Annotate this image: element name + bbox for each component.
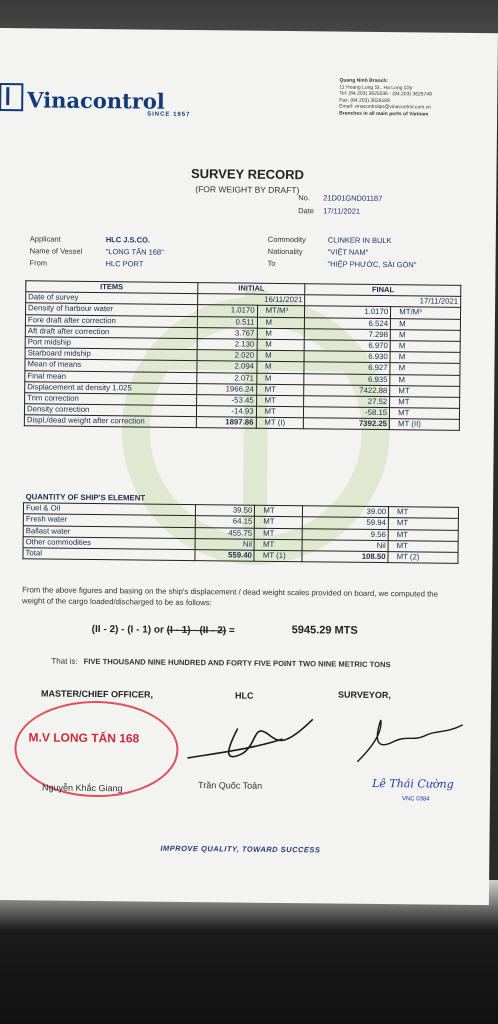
row-initial-unit: MT <box>256 406 304 418</box>
no-label: No. <box>298 193 310 203</box>
row-item: Aft draft after correction <box>25 326 197 339</box>
row-final: 17/11/2021 <box>305 295 461 308</box>
element-table-title: QUANTITY OF SHIP'S ELEMENT <box>25 492 146 503</box>
row-final: 6.927 <box>304 362 390 374</box>
formula-equals: = <box>228 625 235 637</box>
row-final-unit: MT <box>390 385 460 397</box>
row-initial: Nil <box>195 538 255 550</box>
row-final-unit: M <box>390 352 460 364</box>
row-final-unit: MT <box>388 518 458 530</box>
commodity-value: CLINKER IN BULK <box>327 235 392 246</box>
row-initial-unit: M <box>257 328 305 340</box>
row-initial: 2.071 <box>197 372 257 384</box>
header-items: ITEMS <box>26 281 198 294</box>
row-final: 108.50 <box>302 551 388 563</box>
row-item: Port midship <box>25 337 197 350</box>
row-initial-unit: MT <box>256 384 304 396</box>
from-value: HLC PORT <box>105 259 144 269</box>
row-final: 6.970 <box>305 340 391 352</box>
row-initial-unit: M <box>256 362 304 374</box>
nationality-value: "VIỆT NAM" <box>327 247 369 257</box>
row-final-unit: M <box>391 318 461 330</box>
surveyor-name: Lê Thái Cường <box>372 776 454 791</box>
row-initial: 455.75 <box>195 527 255 539</box>
row-initial-unit: MT <box>254 539 302 551</box>
formula-loaded: (II - 2) - (I - 1) or <box>91 623 164 636</box>
row-initial: 1897.86 <box>196 417 256 429</box>
row-initial: 559.40 <box>194 550 254 562</box>
vessel-value: "LONG TẤN 168" <box>105 247 164 257</box>
row-initial-unit: MT (1) <box>254 550 302 562</box>
that-is-words: FIVE THOUSAND NINE HUNDRED AND FORTY FIVE POINT TWO NINE METRIC TONS <box>83 656 391 670</box>
date-label: Date <box>298 206 314 216</box>
branch-line: Fax: (84.203) 3626169 <box>339 97 390 104</box>
row-initial: 2.094 <box>197 361 257 373</box>
row-final: -58.15 <box>304 407 390 419</box>
row-initial-unit: M <box>257 350 305 362</box>
applicant-value: HLC J.S.CO. <box>105 235 151 245</box>
to-label: To <box>267 258 276 268</box>
vinacontrol-logo <box>0 83 165 114</box>
row-initial-unit: MT/M³ <box>257 306 305 318</box>
row-initial-unit: MT <box>255 517 303 529</box>
row-final-unit: MT (II) <box>389 419 459 431</box>
row-final-unit: MT <box>390 396 460 408</box>
row-final: 6.524 <box>305 317 391 329</box>
draft-survey-table <box>24 280 462 431</box>
surveyor-code: VNC 0384 <box>401 796 430 803</box>
element-table-body <box>23 503 459 563</box>
document-title: SURVEY RECORD <box>190 166 305 183</box>
row-initial: 64.15 <box>195 516 255 528</box>
from-label: From <box>29 258 48 268</box>
row-final: 7422.88 <box>304 384 390 396</box>
no-value: 21D01GND01187 <box>323 193 383 204</box>
row-initial: 2.130 <box>197 339 257 351</box>
row-initial: 16/11/2021 <box>197 294 305 306</box>
master-title: MASTER/CHIEF OFFICER, <box>40 688 154 700</box>
row-final: Nil <box>302 539 388 551</box>
row-initial-unit: MT (I) <box>256 417 304 429</box>
total-in-words <box>51 657 390 670</box>
draft-table-body <box>24 292 460 431</box>
row-initial: 2.020 <box>197 350 257 362</box>
footer-slogan: IMPROVE QUALITY, TOWARD SUCCESS <box>160 843 321 855</box>
row-final: 27.52 <box>304 396 390 408</box>
cargo-total: 5945.29 MTS <box>291 624 358 637</box>
row-item: Other commodities <box>23 537 195 550</box>
result-paragraph: From the above figures and basing on the ship's displacement / dead weight scales provided on board, we computed the weight of the cargo loaded/discharged to be as follows: <box>21 585 438 608</box>
row-initial: 39.50 <box>195 505 255 517</box>
row-final-unit: M <box>390 363 460 375</box>
branch-line: Email: vinacontrolqn@vinacontrol.com.vn <box>339 103 432 111</box>
row-final-unit: MT <box>390 408 460 420</box>
row-initial: -53.45 <box>196 394 256 406</box>
branch-line: 11 Hoang Long St., Ha Long City <box>339 84 413 91</box>
row-initial-unit: M <box>257 317 305 329</box>
row-item: Displacement at density 1.025 <box>25 381 197 394</box>
row-item: Trim correction <box>25 393 197 406</box>
row-final: 6.935 <box>304 373 390 385</box>
row-item: Total <box>23 548 195 561</box>
row-item: Fore draft after correction <box>25 314 197 327</box>
row-final: 9.56 <box>303 528 389 540</box>
vinacontrol-logo-icon <box>0 83 23 111</box>
branch-line: Branches in all main ports of Vietnam <box>339 110 429 117</box>
that-is-label: That is: <box>51 656 78 666</box>
header-final: FINAL <box>305 284 461 297</box>
branch-info <box>339 78 489 119</box>
row-initial-unit: M <box>256 373 304 385</box>
row-item: Fuel & Oil <box>23 503 195 516</box>
row-final: 7392.25 <box>304 418 390 430</box>
row-item: Fresh water <box>23 514 195 527</box>
hlc-name: Trần Quốc Toản <box>198 780 263 791</box>
row-final: 39.00 <box>303 506 389 518</box>
row-final-unit: MT <box>388 529 458 541</box>
applicant-label: Applicant <box>29 234 61 244</box>
row-initial-unit: MT <box>255 505 303 517</box>
row-initial-unit: MT <box>256 395 304 407</box>
row-initial: 0.511 <box>197 316 257 328</box>
row-final-unit: M <box>390 374 460 386</box>
row-item: Final mean <box>25 370 197 383</box>
branch-title: Quang Ninh Branch: <box>339 77 389 85</box>
row-final: 1.0170 <box>305 306 391 318</box>
row-initial: 1.0170 <box>197 305 257 317</box>
surveyor-title: SURVEYOR, <box>337 689 391 701</box>
row-initial: 1966.24 <box>196 383 256 395</box>
row-final-unit: M <box>390 329 460 341</box>
weight-formula <box>92 624 235 636</box>
row-final-unit: MT/M³ <box>391 307 461 319</box>
hlc-title: HLC <box>234 690 254 701</box>
branch-line: Tel: (84.203) 3625036 - (84.203) 3625749 <box>339 90 432 98</box>
row-item: Density correction <box>24 404 196 417</box>
row-final-unit: MT <box>388 507 458 519</box>
logo-since: SINCE 1957 <box>147 111 191 118</box>
hlc-signature-icon <box>182 708 323 769</box>
row-item: Density of harbour water <box>26 303 198 316</box>
nationality-label: Nationality <box>267 246 303 257</box>
ship-element-table <box>22 492 459 564</box>
surveyor-signature-icon <box>352 712 473 768</box>
header-initial: INITIAL <box>197 283 305 295</box>
row-initial-unit: M <box>257 339 305 351</box>
date-value: 17/11/2021 <box>323 206 361 216</box>
row-final: 59.94 <box>303 517 389 529</box>
master-name: Nguyễn Khắc Giang <box>41 782 123 794</box>
stamp-text: M.V LONG TẤN 168 <box>28 730 140 746</box>
row-initial: 3.767 <box>197 327 257 339</box>
row-final: 7.298 <box>305 328 391 340</box>
commodity-label: Commodity <box>267 234 306 245</box>
document-subtitle: (FOR WEIGHT BY DRAFT) <box>195 184 300 196</box>
row-final-unit: MT (2) <box>388 552 458 564</box>
row-item: Date of survey <box>26 292 198 305</box>
row-item: Starboard midship <box>25 348 197 361</box>
formula-discharged: (I - 1) - (II - 2) <box>166 624 227 637</box>
vessel-label: Name of Vessel <box>29 246 83 256</box>
logo-text: Vinacontrol <box>27 87 165 114</box>
row-item: Mean of means <box>25 359 197 372</box>
to-value: "HIỆP PHƯỚC, SÀI GÒN" <box>327 259 417 270</box>
row-final: 6.930 <box>304 351 390 363</box>
row-item: Ballast water <box>23 525 195 538</box>
survey-record-paper <box>0 28 498 905</box>
row-final-unit: MT <box>388 540 458 552</box>
row-initial-unit: MT <box>255 528 303 540</box>
row-initial: -14.93 <box>196 406 256 418</box>
row-final-unit: M <box>390 341 460 353</box>
row-item: Displ./dead weight after correction <box>24 415 196 428</box>
